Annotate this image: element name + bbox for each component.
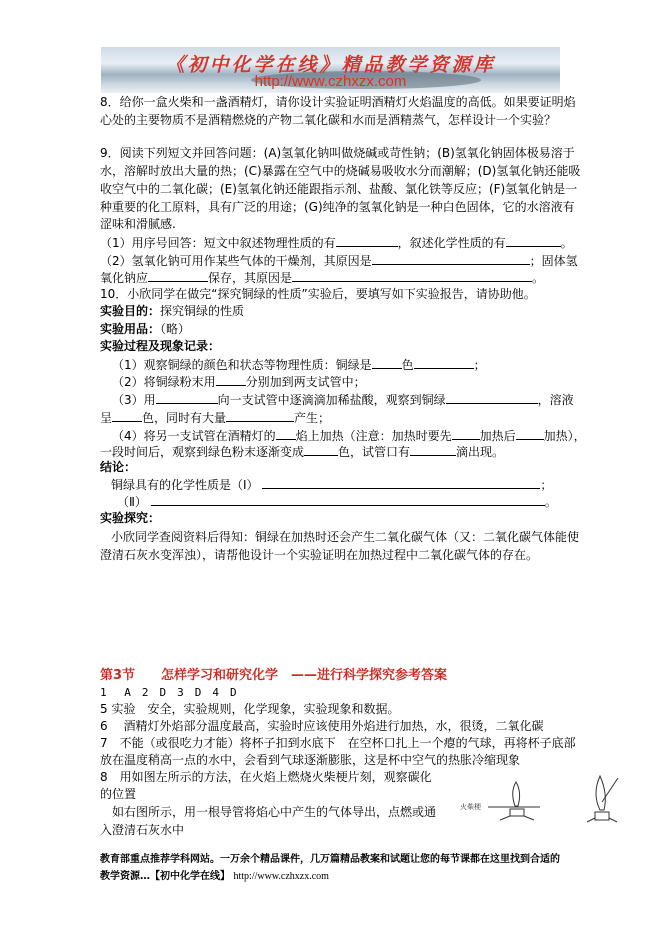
text: ，溶液 bbox=[537, 393, 574, 407]
q9-line: 水，溶解时放出大量的热；(C)暴露在空气中的烧碱易吸收水分而潮解；(D)氢氧化钠还能吸 bbox=[100, 164, 581, 178]
alcohol-lamp-figures bbox=[460, 772, 620, 832]
q10-purpose bbox=[100, 303, 562, 320]
text: ；固体氢 bbox=[529, 254, 578, 268]
answer-blank[interactable] bbox=[151, 493, 545, 506]
text: 氧化钠应 bbox=[100, 271, 149, 285]
conclusion-2 bbox=[117, 493, 579, 511]
answer-blank[interactable] bbox=[216, 373, 246, 386]
site-banner bbox=[101, 47, 560, 93]
q9-sub2-cont bbox=[100, 269, 562, 287]
text: 色 bbox=[401, 358, 414, 372]
conclusion-label: 结论： bbox=[100, 460, 137, 474]
text: （3）用 bbox=[112, 393, 156, 407]
text: 加热后 bbox=[479, 429, 516, 443]
text: 滴出现。 bbox=[456, 445, 505, 459]
q9-line: 收空气中的二氧化碳；(E)氢氧化钠还能跟指示剂、盐酸、氯化铁等反应；(F)氢氧化钠是一 bbox=[100, 182, 578, 196]
q10-process-label: 实验过程及现象记录： bbox=[100, 339, 221, 353]
answer-blank[interactable] bbox=[516, 427, 544, 440]
text: （2）氢氧化钠可用作某些气体的干燥剂，其原因是 bbox=[100, 254, 372, 268]
text: 呈 bbox=[100, 411, 113, 425]
answer-line: 放在温度稍高一点的水中，会看到气球逐渐膨胀，这是杯中空气的热胀冷缩现象 bbox=[100, 753, 521, 767]
banner-url[interactable]: http://www.czhxzx.com bbox=[254, 73, 407, 90]
footer-line bbox=[100, 868, 562, 885]
label: 实验目的： bbox=[100, 304, 161, 318]
q10-items bbox=[100, 321, 562, 338]
answer-line: 8 用如图左所示的方法，在火焰上燃烧火柴梗片刻，观察碳化 bbox=[100, 770, 432, 784]
answer-blank[interactable] bbox=[156, 391, 218, 404]
q9-sub2 bbox=[100, 252, 578, 270]
answer-line: 1 A 2 D 3 D 4 D bbox=[100, 686, 237, 699]
answer-line: 7 不能（或很吃力才能）将杯子扣到水底下 在空杯口扎上一个瘪的气球，再将杯子底部 bbox=[100, 736, 576, 750]
q10-step3 bbox=[112, 391, 574, 409]
text: 分别加到两支试管中； bbox=[245, 375, 366, 389]
answer-blank[interactable] bbox=[452, 427, 480, 440]
footer-line: 教育部重点推荐学科网站。一万余个精品课件，几万篇精品教案和试题让您的每节课都在这里找到合适的 bbox=[100, 854, 560, 865]
text: 。 bbox=[544, 495, 557, 509]
explore-label: 实验探究： bbox=[100, 511, 161, 525]
answer-blank[interactable] bbox=[304, 443, 338, 456]
text: 保存，其原因是 bbox=[208, 271, 293, 285]
q10-step1 bbox=[112, 356, 574, 374]
explore-line: 澄清石灰水变浑浊），请帮他设计一个实验证明在加热过程中二氧化碳气体的存在。 bbox=[100, 548, 539, 562]
q9-line: 9．阅读下列短文并回答问题：(A)氢氧化钠叫做烧碱或苛性钠；(B)氢氧化钠固体极易溶于 bbox=[100, 146, 575, 160]
q9-line: 种重要的化工原料，具有广泛的用途；(G)纯净的氢氧化钠是一种白色固体，它的水溶液有 bbox=[100, 200, 575, 214]
footer-url[interactable]: http://www.czhxzx.com bbox=[233, 871, 329, 882]
q8-line: 8．给你一盒火柴和一盏酒精灯，请你设计实验证明酒精灯火焰温度的高低。如果要证明焰 bbox=[100, 95, 576, 109]
text: （4）将另一支试管在酒精灯的 bbox=[112, 429, 276, 443]
conclusion-1 bbox=[111, 476, 573, 494]
text: （2）将铜绿粉末用 bbox=[112, 375, 216, 389]
answer-line: 的位置 bbox=[100, 787, 137, 801]
text: （Ⅱ） bbox=[117, 495, 147, 509]
answer-blank[interactable] bbox=[506, 234, 561, 247]
text: 。 bbox=[560, 236, 573, 250]
answer-blank[interactable] bbox=[112, 409, 142, 422]
answer-line: 如右图所示，用一根导管将焰心中产生的气体导出，点燃或通 bbox=[100, 805, 437, 819]
text: ，叙述化学性质的有 bbox=[397, 236, 506, 250]
q10-intro: 10．小欣同学在做完“探究铜绿的性质”实验后，要填写如下实验报告，请协助他。 bbox=[100, 287, 536, 301]
q10-step3-cont bbox=[100, 409, 562, 427]
answer-blank[interactable] bbox=[148, 269, 208, 282]
text: 焰上加热（注意：加热时要先 bbox=[295, 429, 452, 443]
answer-line: 5 实验 安全，实验规则，化学现象，实验现象和数据。 bbox=[100, 702, 400, 716]
q10-step2 bbox=[112, 373, 574, 391]
answer-blank[interactable] bbox=[336, 234, 398, 247]
text: 教学资源…【初中化学在线】 bbox=[100, 871, 230, 882]
text: 向一支试管中逐滴滴加稀盐酸，观察到铜绿 bbox=[217, 393, 446, 407]
answer-line: 入澄清石灰水中 bbox=[100, 823, 185, 837]
q8-line: 心处的主要物质不是酒精燃烧的产物二氧化碳和水而是酒精蒸气，怎样设计一个实验？ bbox=[100, 113, 557, 127]
answer-blank[interactable] bbox=[446, 391, 538, 404]
answer-blank[interactable] bbox=[372, 356, 402, 369]
alcohol-lamp-icon bbox=[460, 772, 620, 832]
answer-blank[interactable] bbox=[276, 427, 296, 440]
q9-sub1 bbox=[100, 234, 573, 252]
answer-blank[interactable] bbox=[414, 356, 474, 369]
answer-blank[interactable] bbox=[410, 443, 456, 456]
text: ； bbox=[473, 358, 486, 372]
text: 。 bbox=[532, 271, 545, 285]
text: 探究铜绿的性质 bbox=[160, 304, 245, 318]
answer-blank[interactable] bbox=[226, 409, 294, 422]
text: （略） bbox=[160, 322, 191, 336]
figure-label: 火柴梗 bbox=[460, 803, 481, 811]
label: 实验用品： bbox=[100, 322, 161, 336]
answer-line: 6 酒精灯外焰部分温度最高，实验时应该使用外焰进行加热，水，很烫，二氧化碳 bbox=[100, 719, 544, 733]
answer-blank[interactable] bbox=[292, 269, 532, 282]
text: 产生； bbox=[294, 411, 331, 425]
text: 铜绿具有的化学性质是（Ⅰ） bbox=[111, 478, 259, 492]
explore-line: 小欣同学查阅资料后得知：铜绿在加热时还会产生二氧化碳气体（又：二氧化碳气体能使 bbox=[111, 530, 580, 544]
text: 色，试管口有 bbox=[338, 445, 411, 459]
text: 色，同时有大量 bbox=[142, 411, 227, 425]
text: 加热）， bbox=[543, 429, 586, 443]
text: 一段时间后，观察到绿色粉末逐渐变成 bbox=[100, 445, 305, 459]
text: （1）观察铜绿的颜色和状态等物理性质：铜绿是 bbox=[112, 358, 372, 372]
text: （1）用序号回答：短文中叙述物理性质的有 bbox=[100, 236, 336, 250]
text: ； bbox=[540, 478, 553, 492]
answer-blank[interactable] bbox=[372, 252, 530, 265]
answers-heading: 第3节 怎样学习和研究化学 ——进行科学探究参考答案 bbox=[100, 668, 448, 683]
answer-blank[interactable] bbox=[262, 476, 540, 489]
q9-line: 涩味和滑腻感. bbox=[100, 217, 176, 231]
banner-title: 《初中化学在线》精品教学资源库 bbox=[165, 54, 496, 76]
